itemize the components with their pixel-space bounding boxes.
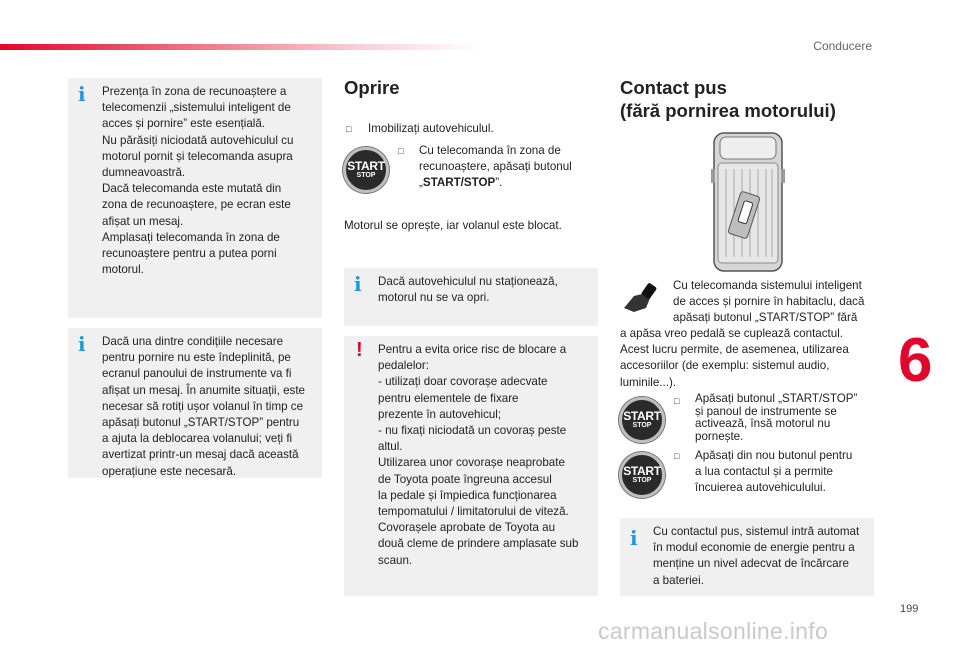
stop-label: STOP (356, 172, 376, 179)
page-number: 199 (900, 603, 919, 615)
stop-label: STOP (632, 477, 652, 484)
start-label: START (623, 409, 661, 423)
info-box-start-conditions (68, 328, 322, 478)
info-text: Prezența în zona de recunoaștere a telecomenzii „sistemului inteligent de acces și pornire” este esențială. Nu părăsiți niciodată autovehiculul cu motorul pornit și telecomanda asupra dumneavoastră. Dacă telecomanda este mutată din zona de recunoaștere, pe ecran este afișat un mesaj. Amplasați telecomanda în zona de recunoaștere pentru a putea porni motorul. (102, 85, 294, 277)
section-heading-contact-pus: Contact pus (620, 77, 727, 98)
warning-box-floor-mats (344, 336, 598, 596)
info-text: Dacă autovehiculul nu staționează, motorul nu se va opri. (378, 275, 558, 305)
checkbox-bullet-icon: □ (674, 451, 680, 461)
stop-label: STOP (632, 422, 652, 429)
step-immobilize: Imobilizați autovehiculul. (368, 122, 494, 135)
contact-description-indented: Cu telecomanda sistemului inteligent de acces și pornire în habitaclu, dacă apăsați butonul „START/STOP” fără (673, 279, 865, 325)
warning-icon: ! (356, 339, 363, 361)
info-text: Dacă una dintre condițiile necesare pentru pornire nu este îndeplinită, pe ecranul panoului de instrumente va fi afișat un mesaj. În anumite situații, este necesar să rotiți ușor volanul în timp ce apăsați butonul „START/STOP” pentru a ajuta la deblocarea volanului; veți fi avertizat printr-un mesaj dacă această operațiune este necesară. (102, 335, 305, 478)
section-heading-oprire: Oprire (344, 77, 400, 98)
section-title: Conducere (813, 39, 872, 53)
info-box-not-stationary (344, 268, 598, 326)
checkbox-bullet-icon: □ (398, 146, 404, 156)
watermark: carmanualsonline.info (598, 618, 829, 644)
info-icon: i (630, 526, 638, 550)
stop-result-text: Motorul se oprește, iar volanul este blocat. (344, 219, 562, 232)
step-text: ”. (495, 176, 503, 190)
info-box-energy-saving (620, 518, 874, 596)
start-label: START (623, 464, 661, 478)
vehicle-top-view-image (710, 129, 786, 274)
checkbox-bullet-icon: □ (346, 124, 352, 134)
info-icon: i (78, 332, 86, 356)
step-text-bold: START/STOP (422, 176, 496, 190)
header-accent-bar (0, 44, 480, 50)
step-press-again: Apăsați din nou butonul pentru a lua contactul și a permite încuierea autovehiculului. (695, 449, 853, 495)
info-box-remote-presence (68, 78, 322, 318)
step-press-start-stop (419, 143, 589, 192)
step-text: Cu telecomanda în zona de recunoaștere, apăsați butonul „ (419, 144, 572, 190)
info-text: Cu contactul pus, sistemul intră automat în modul economie de energie pentru a menține un nivel adecvat de încărcare a bateriei. (653, 525, 860, 587)
section-heading-contact-pus-sub: (fără pornirea motorului) (620, 100, 836, 121)
chapter-number: 6 (898, 326, 933, 395)
checkbox-bullet-icon: □ (674, 396, 680, 406)
start-label: START (347, 159, 385, 173)
contact-description: a apăsa vreo pedală se cuplează contactul. Acest lucru permite, de asemenea, utilizarea accesoriilor (de exemplu: sistemul audio, luminile...). (620, 327, 849, 389)
start-stop-button-icon (343, 147, 389, 193)
info-icon: i (354, 272, 362, 296)
step-press-once: Apăsați butonul „START/STOP” și panoul de instrumente se activează, însă motorul nu pornește. (695, 392, 858, 443)
start-stop-button-icon (619, 397, 665, 443)
warning-text: Pentru a evita orice risc de blocare a pedalelor: - utilizați doar covorașe adecvate pentru elementele de fixare prezente în autovehicul; - nu fixați niciodată un covoraș peste altul. Utilizarea unor covorașe neaprobate de Toyota poate îngreuna accesul la pedale și împiedica funcționarea tempomatului / limitatorului de viteză. Covorașele aprobate de Toyota au două cleme de prindere amplasate sub scaun. (378, 343, 579, 567)
hand-remote-icon (620, 282, 660, 314)
start-stop-button-icon (619, 452, 665, 498)
info-icon: i (78, 82, 86, 106)
